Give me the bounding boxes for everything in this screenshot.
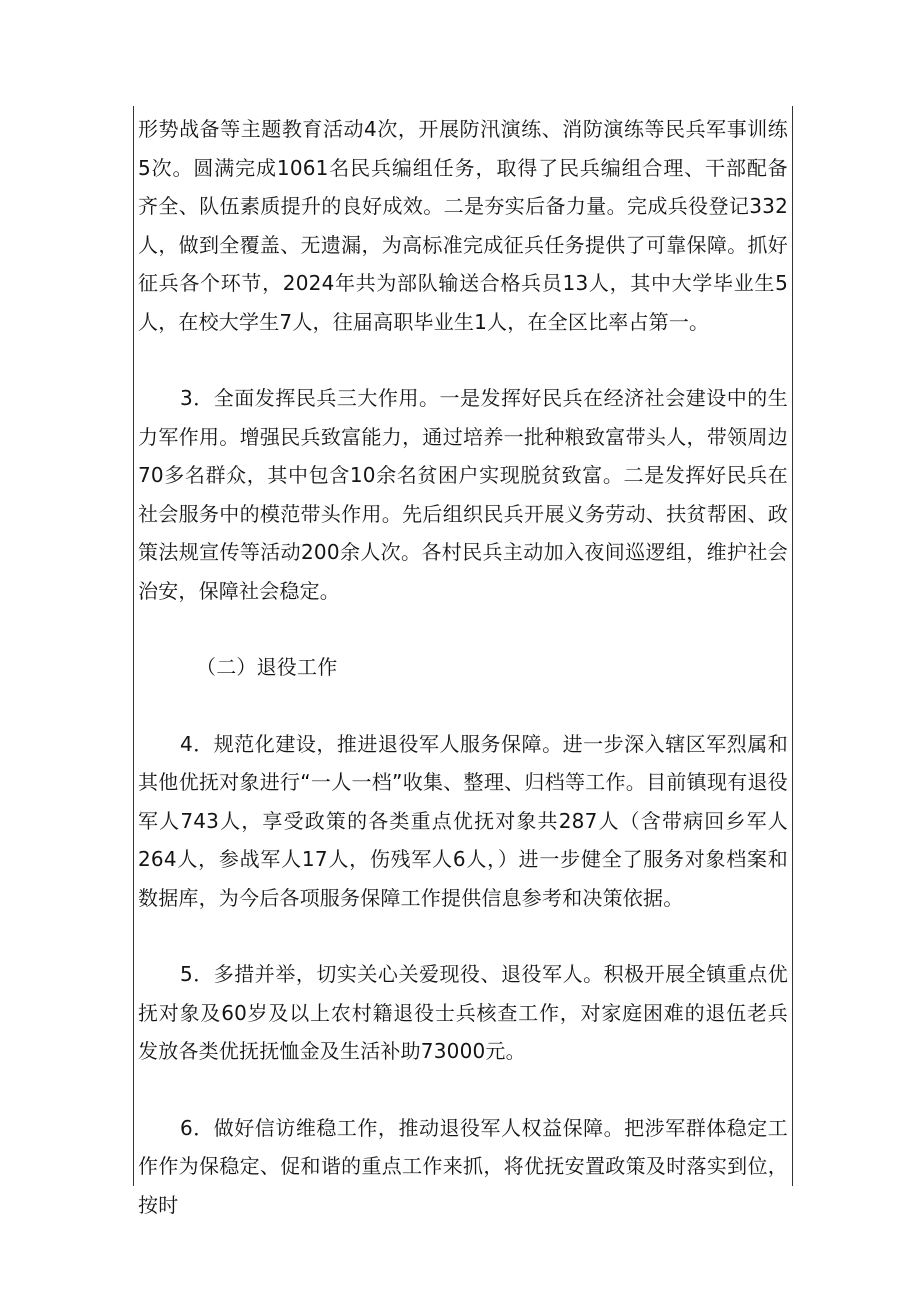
paragraph-militia-roles: 3．全面发挥民兵三大作用。一是发挥好民兵在经济社会建设中的生力军作用。增强民兵致富能力，通过培养一批种粮致富带头人，带领周边70多名群众，其中包含10余名贫困户实现脱贫致富。二是发挥好民兵在社会服务中的模范带头作用。先后组织民兵开展义务劳动、扶贫帮困、政策法规宣传等活动200余人次。各村民兵主动加入夜间巡逻组，维护社会治安，保障社会稳定。: [138, 386, 788, 603]
paragraph-petition-stability: 6．做好信访维稳工作，推动退役军人权益保障。把涉军群体稳定工作作为保稳定、促和谐的重点工作来抓，将优抚安置政策及时落实到位，按时: [138, 1115, 788, 1217]
section-heading-veterans: （二）退役工作: [196, 655, 338, 679]
paragraph-veteran-services: 4．规范化建设，推进退役军人服务保障。进一步深入辖区军烈属和其他优抚对象进行“一人一档”收集、整理、归档等工作。目前镇现有退役军人743人，享受政策的各类重点优抚对象共287人（含带病回乡军人264人，参战军人17人，伤残军人6人，）进一步健全了服务对象档案和数据库，为今后各项服务保障工作提供信息参考和决策依据。: [138, 731, 788, 910]
document-body: [138, 110, 788, 1224]
paragraph-veteran-care: 5．多措并举，切实关心关爱现役、退役军人。积极开展全镇重点优抚对象及60岁及以上农村籍退役士兵核查工作，对家庭困难的退伍老兵发放各类优抚抚恤金及生活补助73000元。: [138, 962, 788, 1063]
paragraph-militia-training: 形势战备等主题教育活动4次，开展防汛演练、消防演练等民兵军事训练5次。圆满完成1061名民兵编组任务，取得了民兵编组合理、干部配备齐全、队伍素质提升的良好成效。二是夯实后备力量。完成兵役登记332人，做到全覆盖、无遗漏，为高标准完成征兵任务提供了可靠保障。抓好征兵各个环节，2024年共为部队输送合格兵员13人，其中大学毕业生5人，在校大学生7人，往届高职毕业生1人，在全区比率占第一。: [138, 117, 788, 334]
